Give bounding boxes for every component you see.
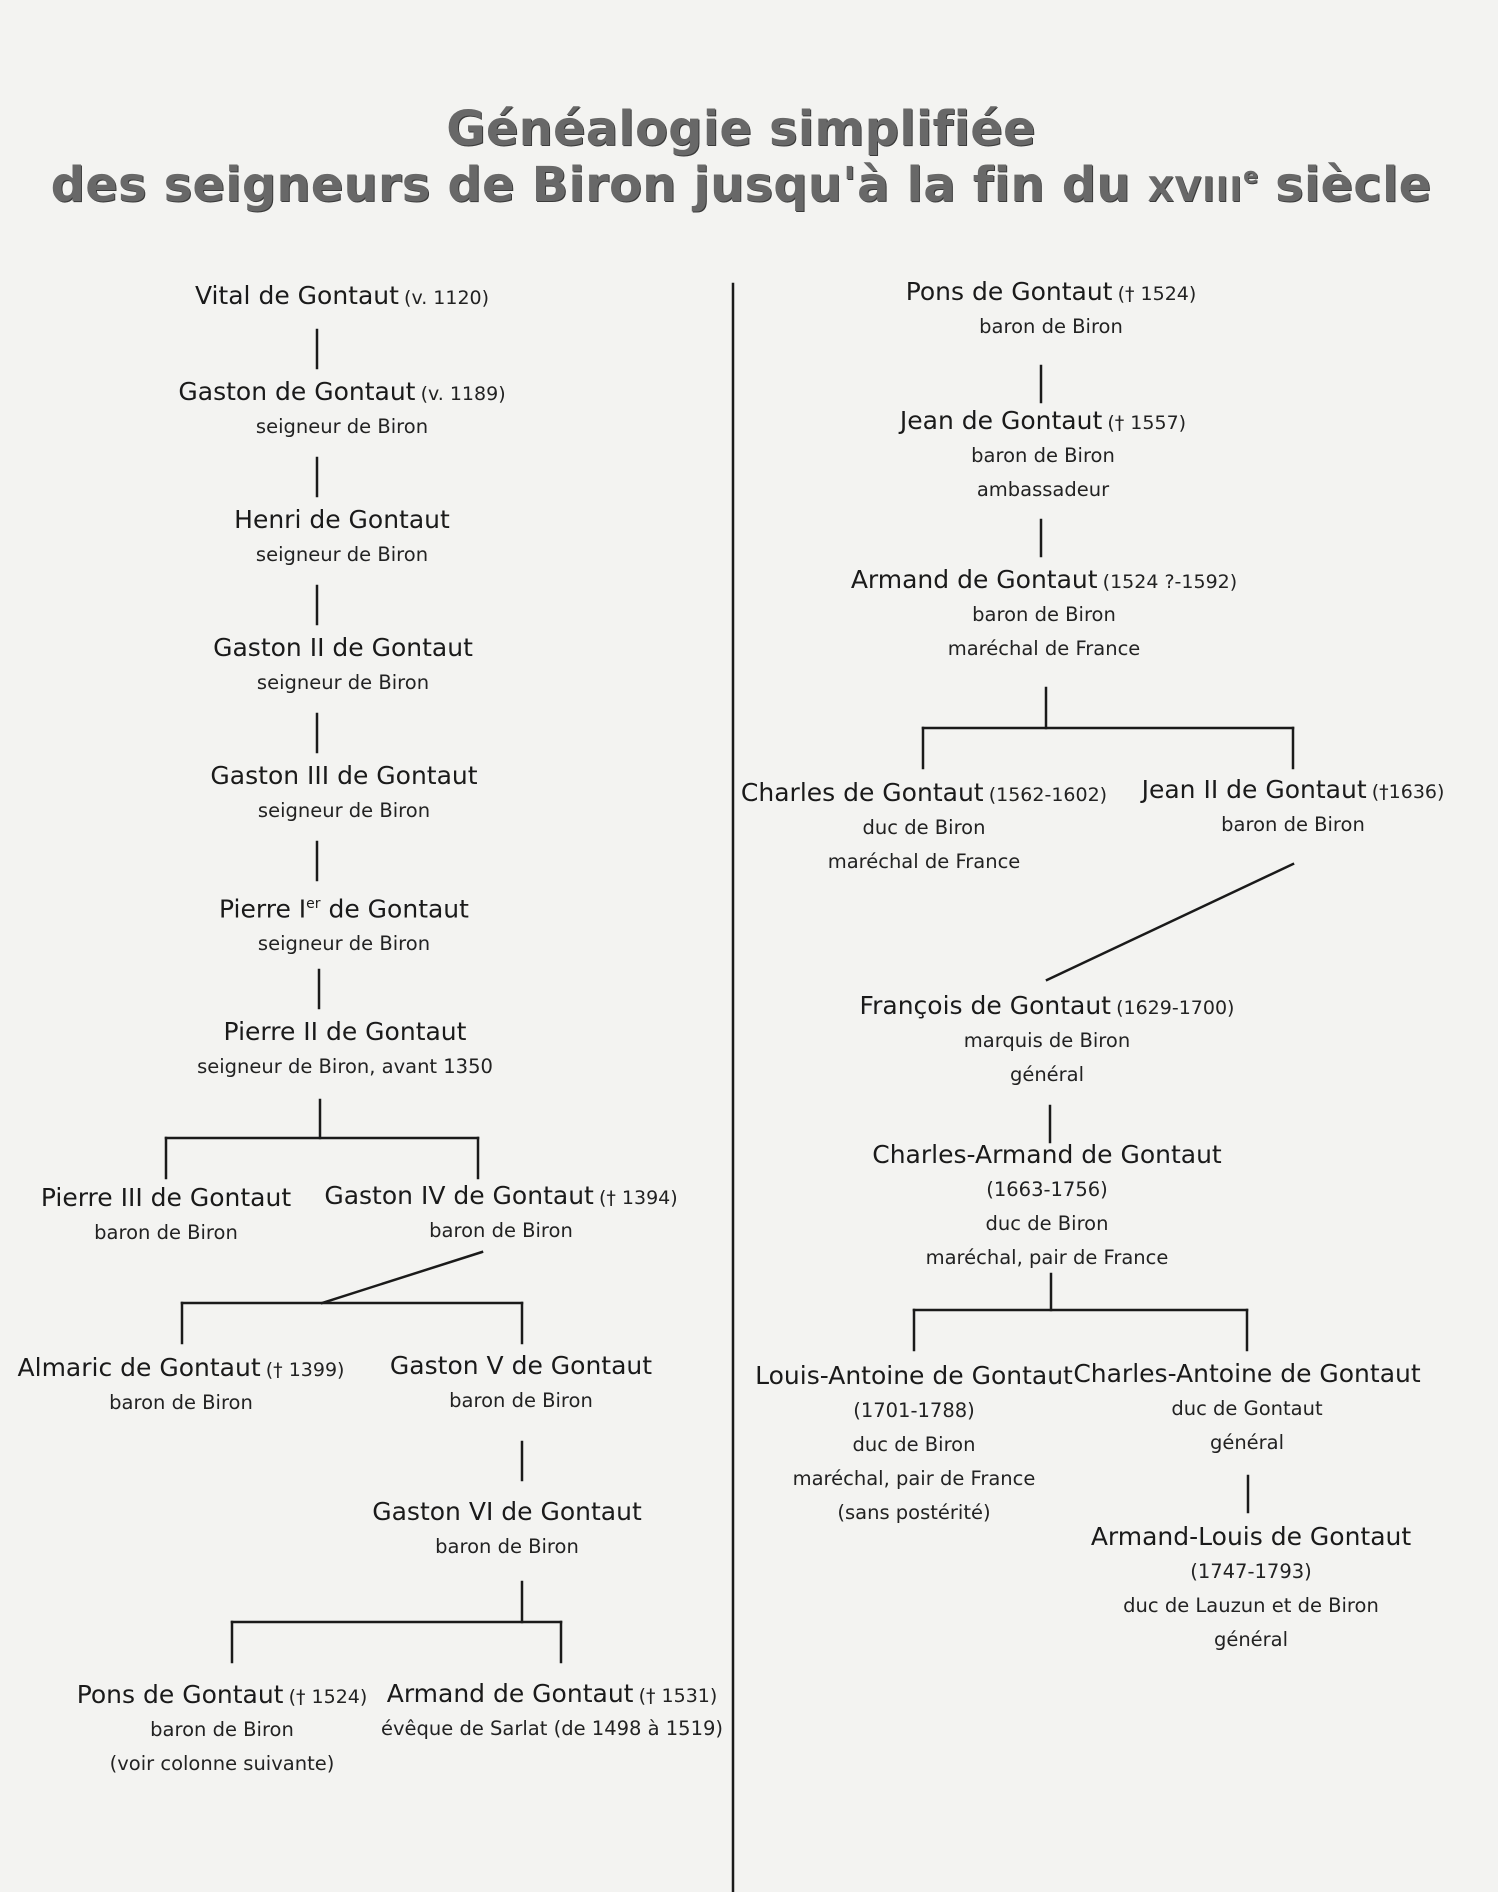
title-line-2-text: des seigneurs de Biron jusqu'à la fin du — [50, 157, 1131, 213]
person-dates: († 1524) — [1117, 283, 1197, 305]
person-name: Almaric de Gontaut — [17, 1353, 261, 1382]
link-jean2-diagonal — [1047, 864, 1293, 980]
person-title: baron de Biron — [435, 1535, 579, 1558]
person-title: duc de Gontaut — [1171, 1397, 1323, 1420]
person-name-superscript: er — [306, 896, 321, 912]
person-name-part: Pierre I — [219, 894, 307, 924]
person-name: Gaston II de Gontaut — [213, 633, 473, 662]
person-gaston-v-de-gontaut — [390, 1348, 652, 1418]
person-dates: (1747-1793) — [1190, 1560, 1312, 1583]
person-dates: († 1531) — [638, 1685, 718, 1707]
person-name: Charles-Antoine de Gontaut — [1073, 1359, 1421, 1388]
person-armand-de-gontaut-eveque — [381, 1676, 723, 1746]
person-pierre-iii-de-gontaut — [41, 1180, 291, 1250]
person-francois-de-gontaut — [860, 988, 1235, 1092]
person-title: baron de Biron — [150, 1718, 294, 1741]
person-note: (voir colonne suivante) — [109, 1752, 335, 1775]
person-dates: (v. 1120) — [404, 287, 490, 309]
person-name: Louis-Antoine de Gontaut — [755, 1361, 1073, 1390]
person-dates: (1524 ?-1592) — [1102, 571, 1238, 593]
person-dates: (1663-1756) — [986, 1178, 1108, 1201]
person-gaston-ii-de-gontaut — [213, 630, 473, 700]
person-title: duc de Biron — [862, 816, 986, 839]
person-title: maréchal de France — [947, 637, 1141, 660]
person-dates: († 1524) — [288, 1686, 368, 1708]
person-name: Gaston III de Gontaut — [210, 761, 478, 790]
person-title: baron de Biron — [449, 1389, 593, 1412]
person-note: (sans postérité) — [837, 1501, 991, 1524]
person-name: Vital de Gontaut — [194, 281, 399, 310]
person-dates: (†1636) — [1371, 781, 1445, 803]
person-name: Armand de Gontaut — [850, 565, 1098, 594]
person-vital-de-gontaut — [195, 278, 489, 314]
person-charles-antoine-de-gontaut — [1073, 1356, 1420, 1460]
person-dates: († 1557) — [1107, 412, 1187, 434]
person-title: duc de Lauzun et de Biron — [1123, 1594, 1379, 1617]
person-gaston-vi-de-gontaut — [372, 1494, 642, 1564]
person-armand-de-gontaut — [851, 562, 1237, 666]
person-gaston-iii-de-gontaut — [210, 758, 477, 828]
person-title: seigneur de Biron — [255, 415, 429, 438]
person-dates: (1562-1602) — [988, 784, 1108, 806]
person-gaston-de-gontaut — [178, 374, 505, 444]
person-henri-de-gontaut — [234, 502, 450, 572]
person-pons-de-gontaut-right — [906, 274, 1197, 344]
person-title: général — [1213, 1628, 1289, 1651]
person-title: seigneur de Biron — [256, 671, 430, 694]
person-name: Armand de Gontaut — [386, 1679, 634, 1708]
person-title: seigneur de Biron — [257, 932, 431, 956]
person-title: duc de Biron — [985, 1212, 1109, 1235]
person-name: Pierre II de Gontaut — [223, 1017, 467, 1046]
title-line-2-end: siècle — [1275, 157, 1432, 213]
person-dates: (1701-1788) — [853, 1399, 975, 1422]
person-jean-de-gontaut — [900, 403, 1186, 507]
person-title: baron de Biron — [971, 444, 1115, 467]
person-title: duc de Biron — [852, 1433, 976, 1456]
person-title: seigneur de Biron, avant 1350 — [197, 1055, 493, 1078]
person-name: Pons de Gontaut — [905, 277, 1113, 306]
person-dates: (1629-1700) — [1116, 997, 1235, 1019]
person-name — [219, 886, 469, 927]
century-superscript: e — [1243, 164, 1259, 189]
person-title: baron de Biron — [109, 1391, 253, 1414]
person-title: ambassadeur — [976, 478, 1110, 501]
century-numeral: XVIII — [1147, 170, 1244, 210]
person-almaric-de-gontaut — [18, 1350, 345, 1420]
person-name: Charles-Armand de Gontaut — [872, 1140, 1222, 1169]
person-pierre-ii-de-gontaut — [197, 1014, 493, 1084]
person-title: général — [1009, 1063, 1085, 1086]
person-title: marquis de Biron — [963, 1029, 1131, 1052]
person-dates: (v. 1189) — [420, 383, 506, 405]
title-line-1-text: Généalogie simplifiée — [446, 101, 1036, 157]
link-gaston4-diagonal — [322, 1252, 482, 1303]
person-dates: († 1399) — [265, 1359, 345, 1381]
person-title: baron de Biron — [429, 1219, 573, 1242]
person-title: seigneur de Biron — [255, 543, 429, 566]
person-name: Gaston VI de Gontaut — [372, 1497, 642, 1526]
person-pons-de-gontaut-left — [77, 1677, 368, 1781]
person-name: Pierre III de Gontaut — [40, 1183, 292, 1212]
person-armand-louis-de-gontaut — [1091, 1519, 1411, 1657]
person-name: Gaston V de Gontaut — [389, 1351, 653, 1380]
person-title: baron de Biron — [979, 315, 1123, 338]
person-name: Jean II de Gontaut — [1141, 775, 1367, 804]
person-charles-armand-de-gontaut — [872, 1137, 1221, 1275]
person-name: Armand-Louis de Gontaut — [1090, 1522, 1412, 1551]
person-gaston-iv-de-gontaut — [324, 1178, 677, 1248]
person-title: baron de Biron — [972, 603, 1116, 626]
person-title: seigneur de Biron — [257, 799, 431, 822]
person-dates: († 1394) — [598, 1187, 678, 1209]
person-title: baron de Biron — [1221, 813, 1365, 836]
person-jean-ii-de-gontaut — [1142, 772, 1445, 842]
person-name: Gaston de Gontaut — [178, 377, 416, 406]
person-title: général — [1209, 1431, 1285, 1454]
person-title: évêque de Sarlat (de 1498 à 1519) — [381, 1717, 723, 1740]
person-name: Pons de Gontaut — [76, 1680, 284, 1709]
person-name: Jean de Gontaut — [899, 406, 1103, 435]
person-name: François de Gontaut — [859, 991, 1111, 1020]
person-title: baron de Biron — [94, 1221, 238, 1244]
person-louis-antoine-de-gontaut — [755, 1358, 1073, 1530]
person-pierre-i-de-gontaut — [219, 886, 469, 961]
person-charles-de-gontaut — [741, 775, 1107, 879]
person-title: maréchal, pair de France — [925, 1246, 1169, 1269]
person-title: maréchal de France — [827, 850, 1021, 873]
person-name: Charles de Gontaut — [740, 778, 984, 807]
person-name-part: de Gontaut — [320, 894, 469, 924]
person-name: Henri de Gontaut — [234, 505, 450, 534]
person-title: maréchal, pair de France — [792, 1467, 1036, 1490]
person-name: Gaston IV de Gontaut — [324, 1181, 594, 1210]
